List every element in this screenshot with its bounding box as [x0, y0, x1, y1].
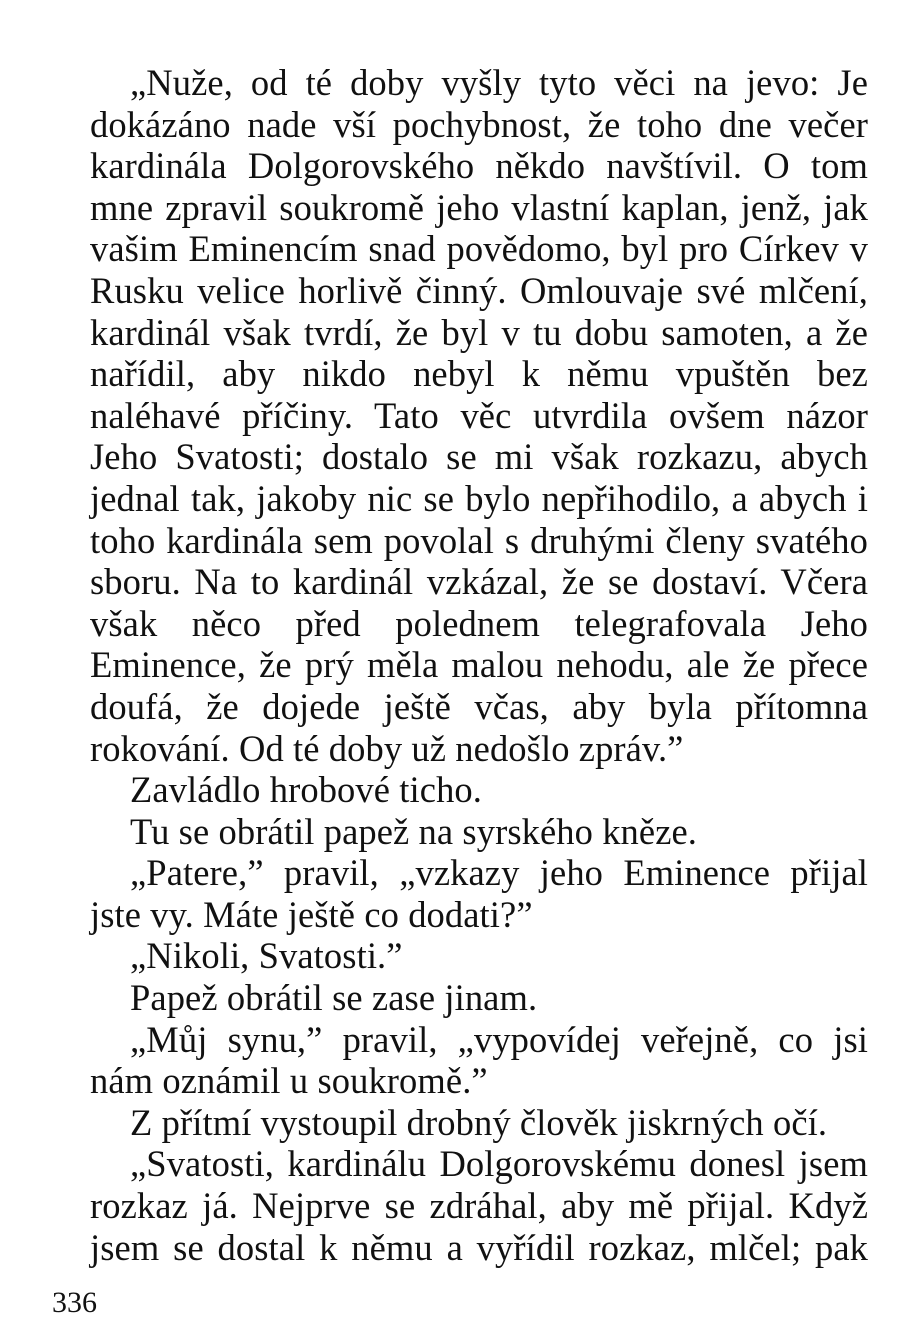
text-line: kardinála Dolgorovského někdo navštívil. O tom [90, 145, 868, 187]
text-line: Zavládlo hrobové ticho. [130, 769, 482, 811]
book-page-text [50, 62, 868, 1268]
paragraph [50, 1019, 868, 1102]
text-line: mne zpravil soukromě jeho vlastní kaplan, jenž, jak [90, 186, 868, 228]
text-line: vašim Eminencím snad povědomo, byl pro Církev v [90, 228, 868, 270]
text-line: „Nikoli, Svatosti.” [130, 935, 403, 977]
text-line: Rusku velice horlivě činný. Omlouvaje své mlčení, [90, 269, 868, 311]
text-line: kardinál však tvrdí, že byl v tu dobu samoten, a že [90, 311, 868, 353]
text-line: doufá, že dojede ještě včas, aby byla přítomna [90, 685, 868, 727]
paragraph [50, 811, 868, 853]
text-line: rozkaz já. Nejprve se zdráhal, aby mě přijal. Když [90, 1185, 868, 1227]
page-number: 336 [52, 1286, 97, 1319]
text-line: jednal tak, jakoby nic se bylo nepřihodilo, a abych i [90, 477, 868, 519]
paragraph [50, 1143, 868, 1268]
text-line: „Patere,” pravil, „vzkazy jeho Eminence přijal [130, 852, 868, 894]
paragraph [50, 769, 868, 811]
paragraph [50, 62, 868, 769]
text-line: však něco před polednem telegrafovala Jeho [90, 602, 868, 644]
text-line: sboru. Na to kardinál vzkázal, že se dostaví. Včera [90, 561, 868, 603]
text-line: nám oznámil u soukromě.” [90, 1060, 488, 1102]
paragraph [50, 935, 868, 977]
paragraph [50, 1102, 868, 1144]
text-line: Tu se obrátil papež na syrského kněze. [130, 810, 698, 852]
paragraph [50, 977, 868, 1019]
text-line: nařídil, aby nikdo nebyl k němu vpuštěn bez [90, 353, 868, 395]
text-line: Eminence, že prý měla malou nehodu, ale že přece [90, 644, 868, 686]
text-line: jste vy. Máte ještě co dodati?” [90, 893, 533, 935]
text-line: „Můj synu,” pravil, „vypovídej veřejně, co jsi [130, 1018, 868, 1060]
text-line: toho kardinála sem povolal s druhými členy svatého [90, 519, 868, 561]
text-line: „Svatosti, kardinálu Dolgorovskému donesl jsem [130, 1143, 868, 1185]
text-line: dokázáno nade vší pochybnost, že toho dne večer [90, 103, 868, 145]
text-line: rokování. Od té doby už nedošlo zpráv.” [90, 727, 684, 769]
paragraph [50, 852, 868, 935]
text-line: „Nuže, od té doby vyšly tyto věci na jevo: Je [130, 62, 868, 103]
text-line: jsem se dostal k němu a vyřídil rozkaz, mlčel; pak [90, 1226, 868, 1268]
text-line: Jeho Svatosti; dostalo se mi však rozkazu, abych [90, 436, 868, 478]
text-line: Z přítmí vystoupil drobný člověk jiskrných očí. [130, 1101, 828, 1143]
text-line: naléhavé příčiny. Tato věc utvrdila ovšem názor [90, 394, 868, 436]
text-line: Papež obrátil se zase jinam. [130, 977, 538, 1019]
